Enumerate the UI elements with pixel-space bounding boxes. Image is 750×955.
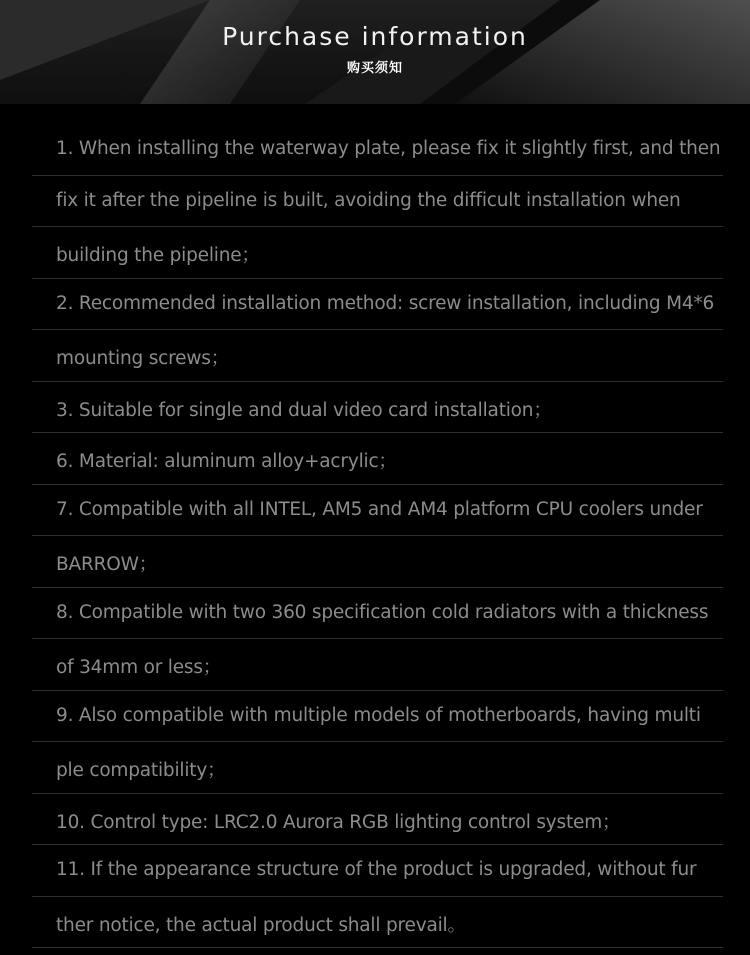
info-line-text: 7. Compatible with all INTEL, AM5 and AM4 platform CPU coolers under <box>56 498 703 520</box>
purchase-info-list <box>0 124 750 948</box>
page-subtitle: 购买须知 <box>346 61 403 76</box>
info-line <box>32 227 723 279</box>
info-line-text: 2. Recommended installation method: screw installation, including M4*6 <box>56 292 715 314</box>
info-line <box>32 588 723 640</box>
info-line <box>32 279 723 331</box>
info-line-text: 10. Control type: LRC2.0 Aurora RGB lighting control system； <box>56 811 621 833</box>
info-line-text: ther notice, the actual product shall prevail。 <box>56 914 466 936</box>
info-line <box>32 794 723 846</box>
info-line-text: 11. If the appearance structure of the product is upgraded, without fur <box>56 859 697 880</box>
info-line <box>32 742 723 794</box>
info-line <box>32 639 723 691</box>
info-line-text: 3. Suitable for single and dual video card installation； <box>56 399 552 421</box>
info-line <box>32 176 723 228</box>
info-line-text: BARROW； <box>56 554 158 575</box>
info-line-text: 8. Compatible with two 360 specification cold radiators with a thickness <box>56 601 709 623</box>
info-line-text: fix it after the pipeline is built, avoiding the difficult installation when <box>56 189 681 211</box>
info-line <box>32 433 723 485</box>
info-line <box>32 124 723 176</box>
info-line <box>32 330 723 382</box>
info-line-text: 9. Also compatible with multiple models of motherboards, having multi <box>56 704 701 726</box>
page-title: Purchase information <box>222 22 528 51</box>
banner-background-art <box>0 0 750 104</box>
info-line-text: building the pipeline； <box>56 245 260 266</box>
info-line <box>32 897 723 949</box>
info-line-text: ple compatibility； <box>56 760 226 781</box>
info-line <box>32 382 723 434</box>
info-line <box>32 536 723 588</box>
info-line <box>32 691 723 743</box>
info-line <box>32 485 723 537</box>
info-line <box>32 845 723 897</box>
info-line-text: 6. Material: aluminum alloy+acrylic； <box>56 451 397 472</box>
info-line-text: 1. When installing the waterway plate, please fix it slightly first, and then <box>56 138 721 159</box>
header-banner <box>0 0 750 104</box>
info-line-text: of 34mm or less； <box>56 657 222 678</box>
info-line-text: mounting screws； <box>56 348 229 369</box>
